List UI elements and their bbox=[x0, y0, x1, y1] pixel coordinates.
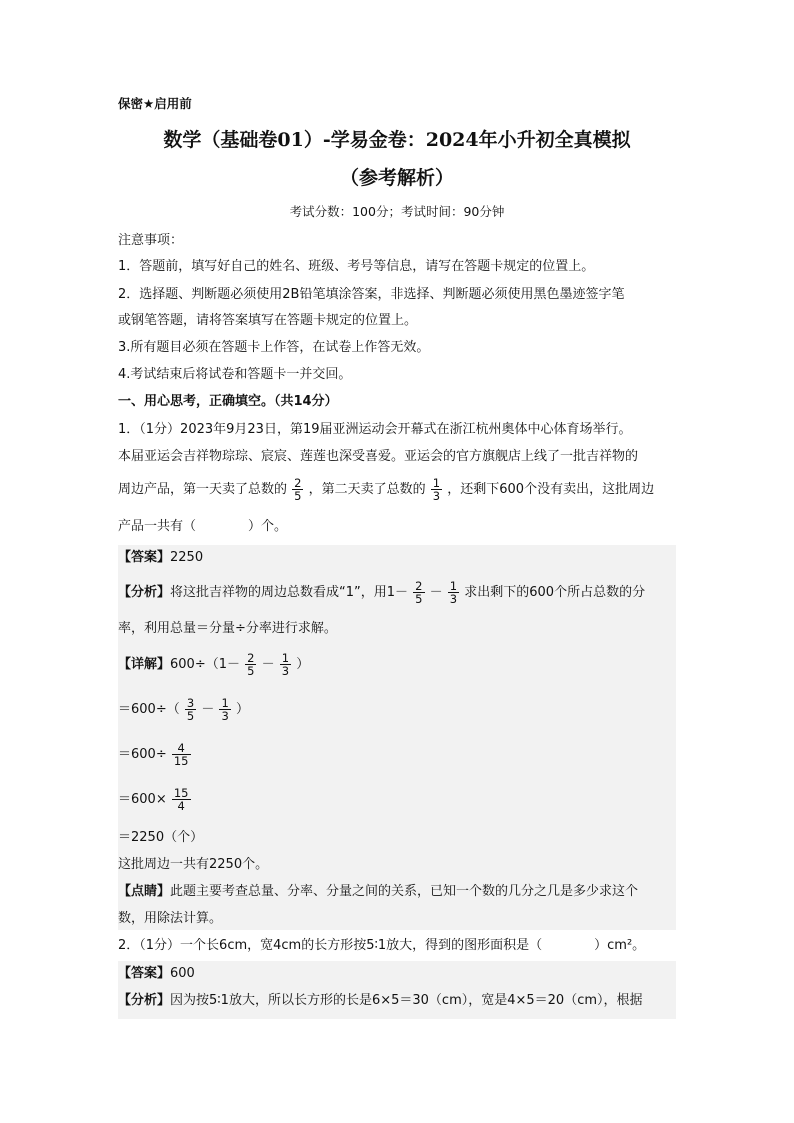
numerator: 1 bbox=[281, 651, 290, 665]
step-text: ＝600× bbox=[118, 792, 167, 807]
analysis-text: 求出剩下的600个所占总数的分 bbox=[464, 585, 646, 600]
section-heading: 一、用心思考，正确填空。（共14分） bbox=[118, 394, 338, 409]
denominator: 3 bbox=[221, 709, 229, 723]
answer-value: 600 bbox=[170, 966, 195, 981]
denominator: 5 bbox=[415, 592, 423, 606]
denominator: 5 bbox=[247, 664, 255, 678]
fraction-fifteen-fourths bbox=[172, 787, 191, 812]
q1-tip-2: 数，用除法计算。 bbox=[118, 911, 223, 926]
q1-text: ，第二天卖了总数的 bbox=[308, 482, 426, 497]
step-text: 600÷（1－ bbox=[170, 657, 240, 672]
q2-text: 2．（1分）一个长6cm，宽4cm的长方形按5∶1放大，得到的图形面积是（ bbox=[118, 938, 543, 953]
answer-tag: 【答案】 bbox=[118, 966, 171, 981]
analysis-text: 将这批吉祥物的周边总数看成“1”，用1－ bbox=[170, 585, 409, 600]
notice-heading: 注意事项： bbox=[118, 233, 184, 248]
step-text: ＝600÷ bbox=[118, 747, 167, 762]
q1-line-4 bbox=[118, 518, 287, 536]
answer-tag: 【答案】 bbox=[118, 550, 171, 565]
numerator: 4 bbox=[172, 742, 191, 755]
q1-conclusion: 这批周边一共有2250个。 bbox=[118, 857, 269, 872]
page-subtitle: （参考解析） bbox=[339, 167, 454, 189]
q1-analysis-1 bbox=[118, 580, 645, 606]
analysis-text: 因为按5∶1放大，所以长方形的长是6×5＝30（cm），宽是4×5＝20（cm），根据 bbox=[170, 993, 643, 1008]
numerator: 2 bbox=[415, 579, 423, 593]
step-text: － bbox=[261, 657, 275, 672]
q1-detail-step-1 bbox=[118, 652, 309, 678]
secret-label: 保密★启用前 bbox=[118, 96, 192, 111]
q2-answer bbox=[118, 965, 195, 983]
q1-text: 周边产品，第一天卖了总数的 bbox=[118, 482, 288, 497]
notice-item-2a: 2．选择题、判断题必须使用2B铅笔填涂答案，非选择、判断题必须使用黑色墨迹签字笔 bbox=[118, 287, 625, 302]
q1-text: ，还剩下600个没有卖出，这批周边 bbox=[447, 482, 655, 497]
fraction-two-fifths bbox=[292, 477, 303, 502]
q1-detail-step-3 bbox=[118, 742, 192, 768]
fraction-one-third bbox=[431, 477, 442, 502]
numerator: 1 bbox=[221, 696, 229, 710]
notice-item-3: 3.所有题目必须在答题卡上作答，在试卷上作答无效。 bbox=[118, 340, 430, 355]
notice-item-2b: 或钢笔答题，请将答案填写在答题卡规定的位置上。 bbox=[118, 313, 418, 328]
denominator: 4 bbox=[177, 799, 185, 813]
fraction-one-third bbox=[219, 697, 230, 722]
denominator: 5 bbox=[186, 709, 195, 723]
q1-detail-step-5: ＝2250（个） bbox=[118, 830, 204, 845]
answer-value: 2250 bbox=[170, 550, 204, 565]
numerator: 2 bbox=[294, 476, 302, 490]
q1-tip-1 bbox=[118, 883, 638, 901]
q2-line-1 bbox=[118, 937, 645, 955]
q2-analysis-1 bbox=[118, 992, 643, 1010]
q1-line-2: 本届亚运会吉祥物琮琮、宸宸、莲莲也深受喜爱。亚运会的官方旗舰店上线了一批吉祥物的 bbox=[118, 449, 639, 464]
denominator: 3 bbox=[449, 592, 458, 606]
fraction-two-fifths bbox=[413, 580, 424, 605]
fraction-three-fifths bbox=[185, 697, 196, 722]
fraction-two-fifths bbox=[245, 652, 256, 677]
detail-tag: 【详解】 bbox=[118, 657, 171, 672]
page-title: 数学（基础卷01）-学易金卷：2024年小升初全真模拟 bbox=[163, 129, 631, 151]
denominator: 5 bbox=[294, 489, 302, 503]
q1-line-1: 1．（1分）2023年9月23日，第19届亚洲运动会开幕式在浙江杭州奥体中心体育场举行。 bbox=[118, 422, 632, 437]
tip-tag: 【点睛】 bbox=[118, 884, 171, 899]
numerator: 1 bbox=[449, 579, 458, 593]
numerator: 2 bbox=[247, 651, 255, 665]
q1-text: ）个。 bbox=[248, 519, 288, 534]
notice-item-4: 4.考试结束后将试卷和答题卡一并交回。 bbox=[118, 367, 352, 382]
numerator: 1 bbox=[432, 476, 441, 490]
tip-text: 此题主要考查总量、分率、分量之间的关系，已知一个数的几分之几是多少求这个 bbox=[170, 884, 639, 899]
q1-answer bbox=[118, 549, 203, 567]
numerator: 3 bbox=[186, 696, 195, 710]
analysis-text: － bbox=[429, 585, 443, 600]
denominator: 15 bbox=[173, 754, 189, 768]
step-text: ＝600÷（ bbox=[118, 702, 180, 717]
fraction-four-fifteenths bbox=[172, 742, 191, 767]
denominator: 3 bbox=[432, 489, 441, 503]
numerator: 15 bbox=[173, 786, 189, 800]
analysis-tag: 【分析】 bbox=[118, 585, 171, 600]
analysis-tag: 【分析】 bbox=[118, 993, 171, 1008]
q1-text: 产品一共有（ bbox=[118, 519, 197, 534]
step-text: ） bbox=[296, 657, 310, 672]
step-text: － bbox=[201, 702, 215, 717]
fraction-one-third bbox=[280, 652, 291, 677]
q1-line-3 bbox=[118, 477, 654, 503]
notice-item-1: 1．答题前，填写好自己的姓名、班级、考号等信息，请写在答题卡规定的位置上。 bbox=[118, 259, 595, 274]
q2-solution-block bbox=[118, 961, 676, 1019]
step-text: ） bbox=[235, 702, 249, 717]
denominator: 3 bbox=[281, 664, 290, 678]
fraction-one-third bbox=[448, 580, 459, 605]
q1-detail-step-4 bbox=[118, 787, 192, 813]
q1-analysis-2: 率，利用总量＝分量÷分率进行求解。 bbox=[118, 621, 337, 636]
exam-meta: 考试分数：100分；考试时间：90分钟 bbox=[289, 204, 505, 219]
q2-text: ）cm²。 bbox=[594, 938, 646, 953]
q1-detail-step-2 bbox=[118, 697, 249, 723]
